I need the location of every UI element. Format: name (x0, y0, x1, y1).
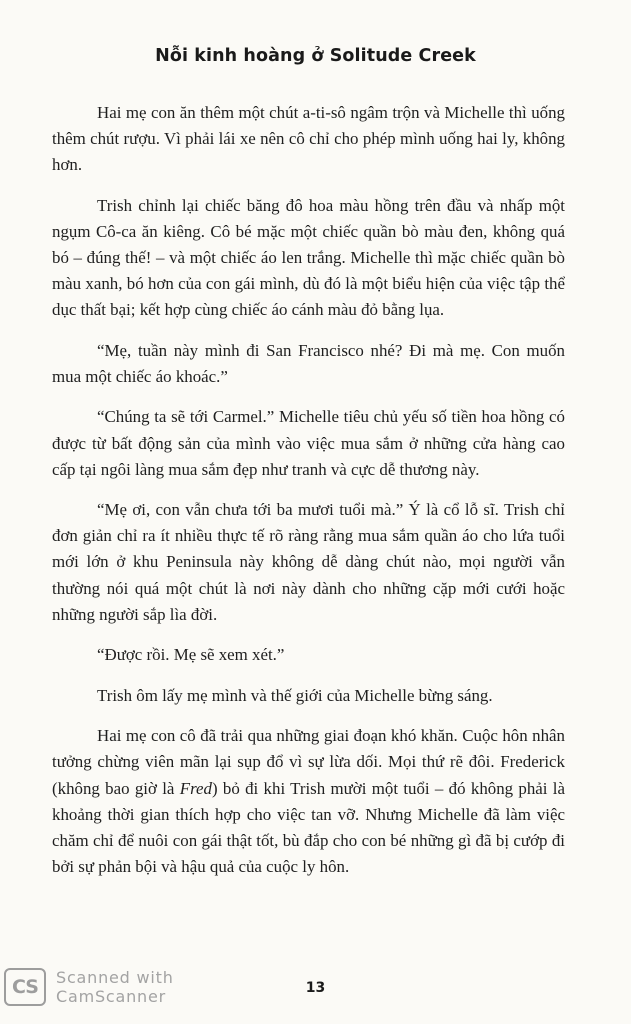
page-number: 13 (305, 980, 326, 996)
page-title: Nỗi kinh hoàng ở Solitude Creek (155, 46, 476, 66)
paragraph-2: Trish chỉnh lại chiếc băng đô hoa màu hồng trên đầu và nhấp một ngụm Cô-ca ăn kiêng. Cô bé mặc một chiếc quần bò màu đen, không quá bó – đúng thế! – và một chiếc áo len trắng. Michelle thì mặc chiếc quần bò màu xanh, bó hơn của con gái mình, dù đó là một biểu hiện của việc tập thể dục thất bại; kết hợp cùng chiếc áo cánh màu đỏ bằng lụa. (52, 195, 565, 320)
paragraph-8-italic: Fred (179, 778, 212, 798)
paragraph-8-before: Hai mẹ con cô đã trải qua những giai đoạn khó khăn. Cuộc hôn nhân tưởng chừng viên mãn lại sụp đổ vì sự lừa dối. Mọi thứ rẽ đôi. Frederick (không bao giờ là (52, 726, 565, 798)
paragraph-7: Trish ôm lấy mẹ mình và thế giới của Michelle bừng sáng. (97, 685, 493, 705)
paragraph-5: “Mẹ ơi, con vẫn chưa tới ba mươi tuổi mà.” Ý là cổ lỗ sĩ. Trish chỉ đơn giản chỉ ra ít nhiều thực tế rõ ràng rằng mua sắm quần áo cho lứa tuổi mới lớn ở khu Peninsula này không dễ dàng chút nào, mọi người vẫn thường nói quá một chút là nơi này dành cho những cặp mới cưới hoặc những người sắp lìa đời. (52, 500, 565, 624)
paragraph-3: “Mẹ, tuần này mình đi San Francisco nhé? Đi mà mẹ. Con muốn mua một chiếc áo khoác.” (52, 340, 565, 386)
camscanner-logo-icon: CS (4, 968, 46, 1006)
scanner-watermark-line1: Scanned with (56, 968, 174, 987)
paragraph-6: “Được rồi. Mẹ sẽ xem xét.” (97, 645, 285, 665)
paragraph-8-after: ) bỏ đi khi Trish mười một tuổi – đó không phải là khoảng thời gian thích hợp cho việc tan vỡ. Nhưng Michelle đã làm việc chăm chỉ để nuôi con gái thật tốt, bù đắp cho con bé những gì đã bị cướp đi bởi sự phản bội và hậu quả của cuộc ly hôn. (52, 778, 565, 876)
body-text (52, 100, 565, 894)
paragraph-8 (52, 723, 565, 880)
paragraph-4: “Chúng ta sẽ tới Carmel.” Michelle tiêu chủ yếu số tiền hoa hồng có được từ bất động sản của mình vào việc mua sắm ở những cửa hàng cao cấp tại ngôi làng mua sắm đẹp như tranh và cực dễ thương này. (52, 407, 565, 479)
scanner-watermark-line2: CamScanner (56, 987, 167, 1006)
paragraph-1: Hai mẹ con ăn thêm một chút a-ti-sô ngâm trộn và Michelle thì uống thêm chút rượu. Vì phải lái xe nên cô chỉ cho phép mình uống hai ly, không hơn. (52, 103, 565, 175)
